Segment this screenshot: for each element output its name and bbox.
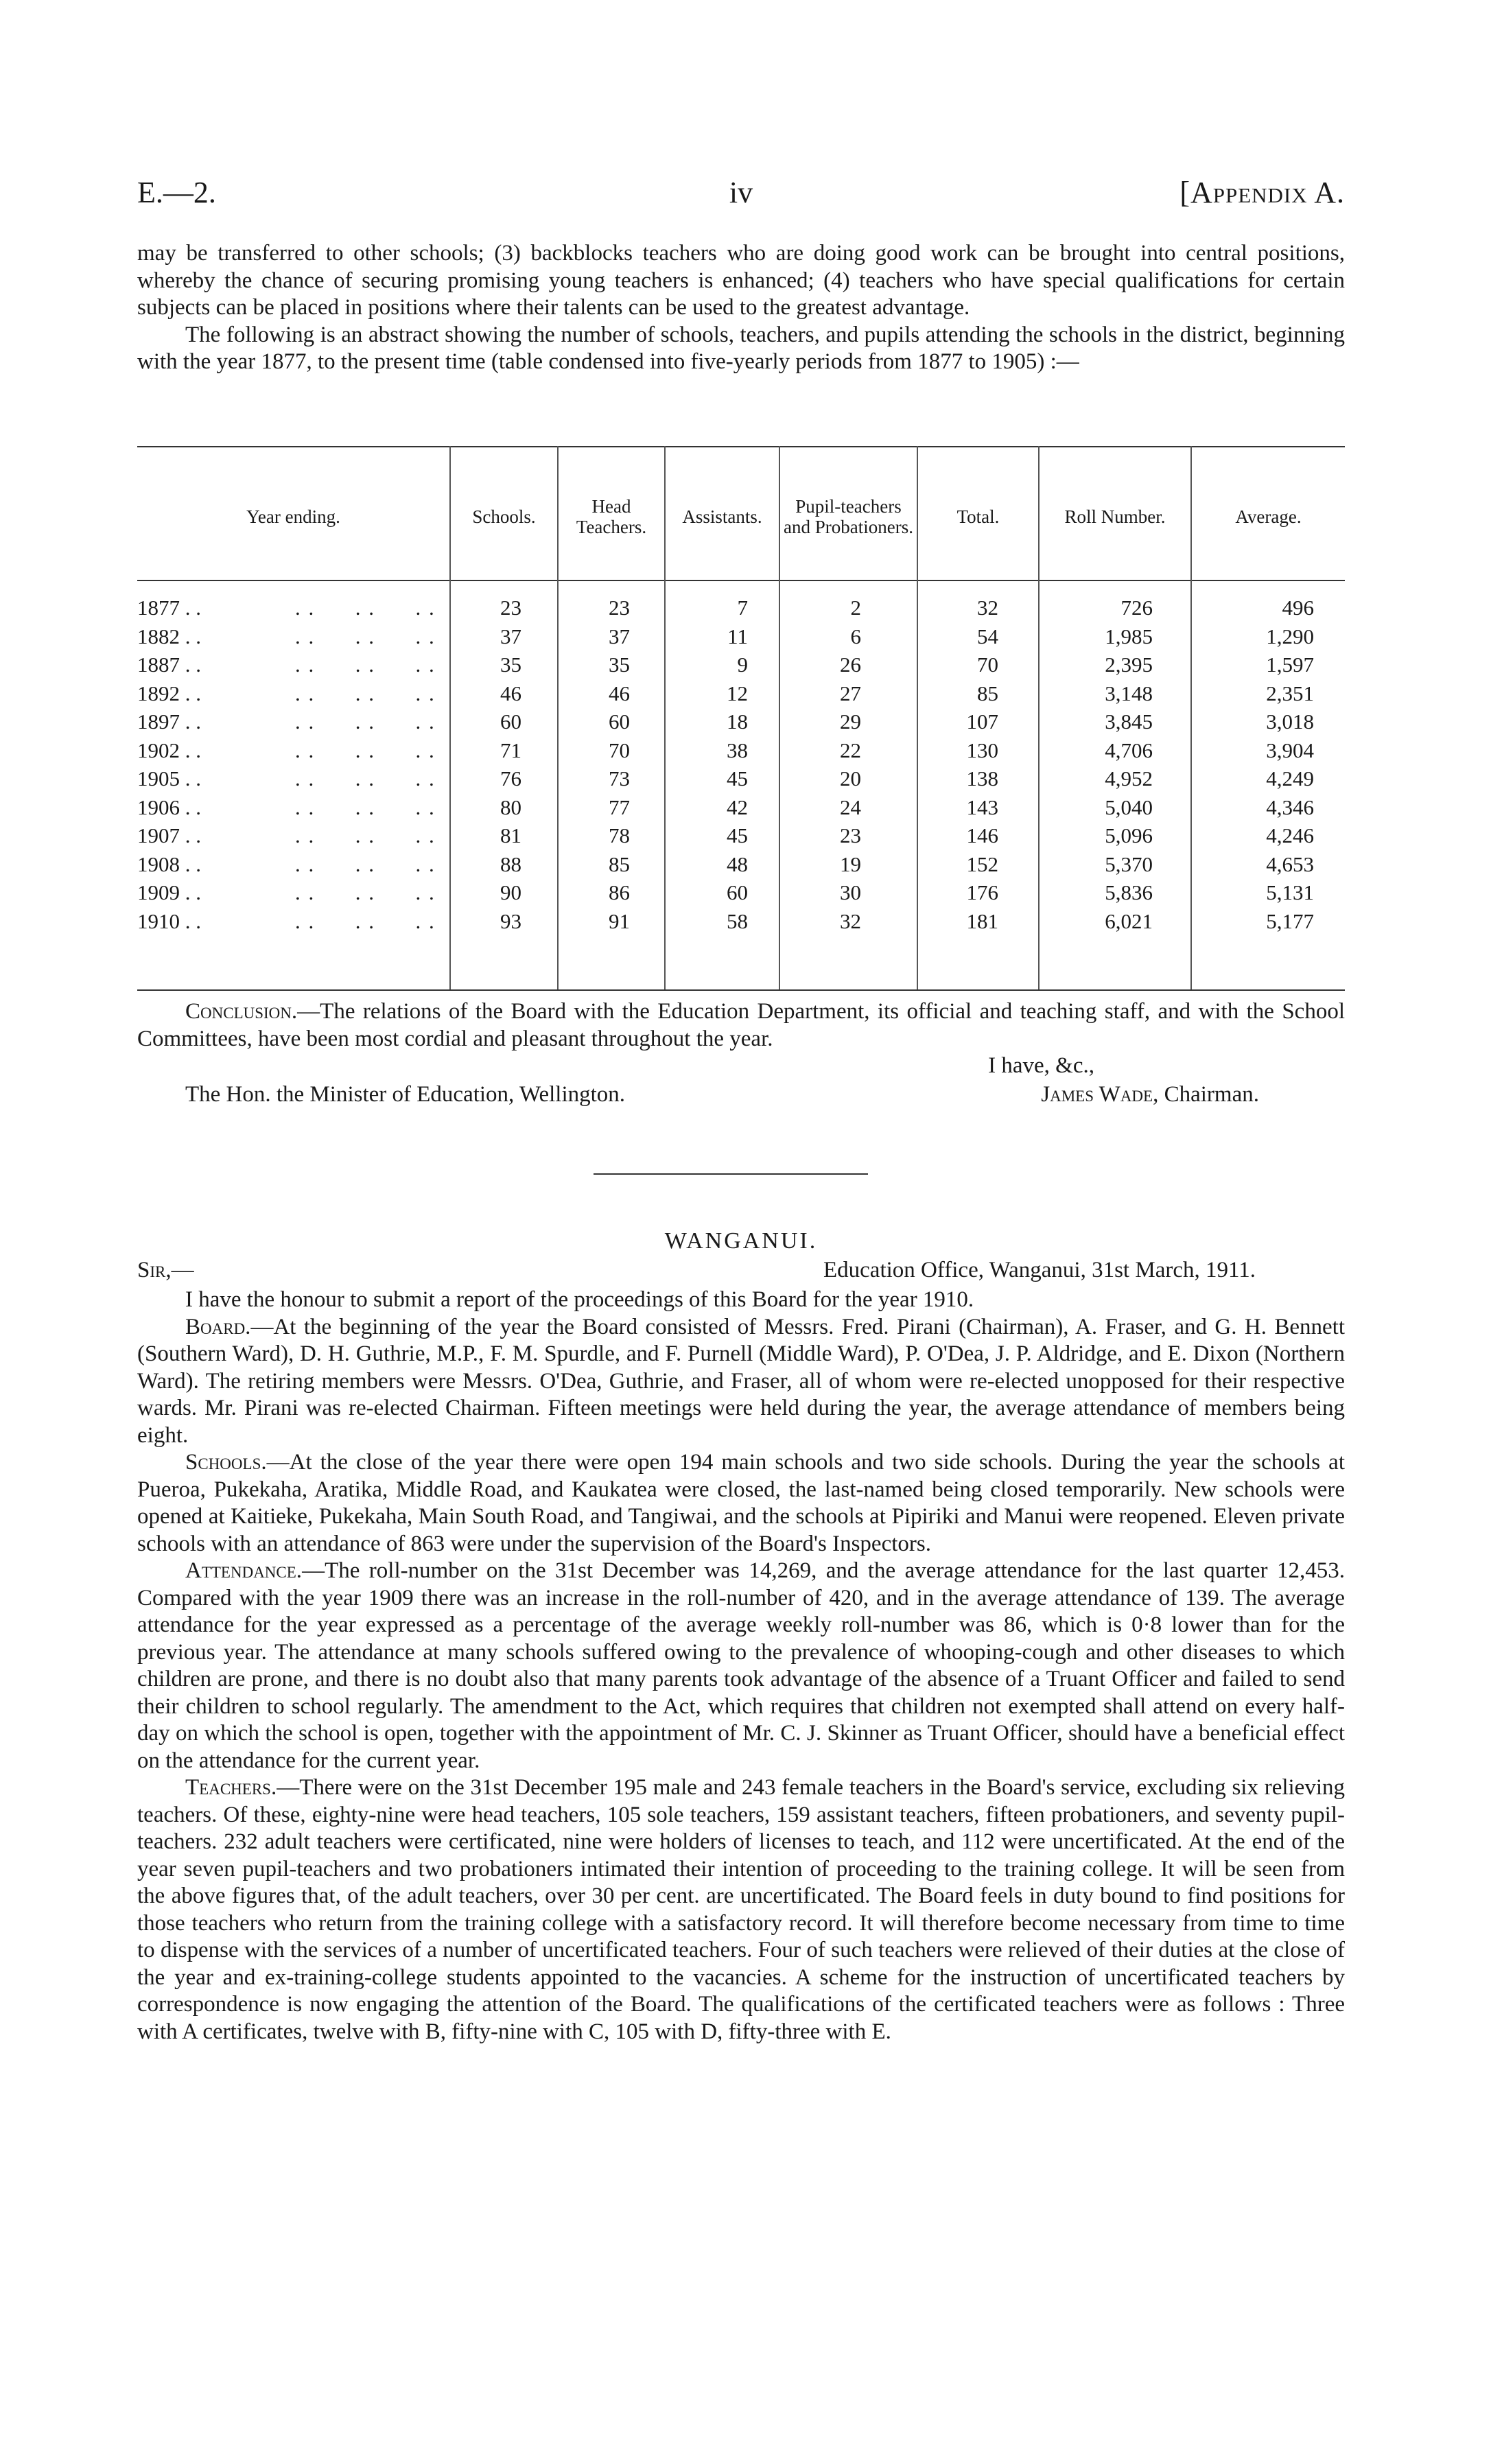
cell-total: 107 xyxy=(966,709,998,734)
cell-average: 5,131 xyxy=(1266,880,1314,904)
leader-dots: . . . . . . xyxy=(295,596,436,620)
cell-roll: 3,148 xyxy=(1105,681,1153,705)
cell-average: 1,290 xyxy=(1266,624,1314,648)
cell-pupil: 24 xyxy=(840,795,861,819)
signer-name: James Wade xyxy=(1041,1082,1153,1107)
cell-average: 2,351 xyxy=(1266,681,1314,705)
cell-head: 86 xyxy=(609,880,630,904)
table-row xyxy=(137,681,1345,709)
board-lead: Board. xyxy=(185,1314,251,1339)
header-year: Year ending. xyxy=(246,506,340,527)
leader-dots: . . . . . . xyxy=(295,908,436,933)
cell-year: 1910 . . xyxy=(137,908,201,933)
table-row xyxy=(137,596,1345,624)
cell-schools: 81 xyxy=(500,823,521,847)
cell-assistants: 45 xyxy=(727,766,748,790)
cell-year: 1877 . . xyxy=(137,596,201,620)
cell-head: 70 xyxy=(609,738,630,762)
cell-assistants: 7 xyxy=(737,596,748,620)
cell-total: 176 xyxy=(966,880,998,904)
attendance-text: —The roll-number on the 31st December was 14,269, and the average attendance for the last quarter 12,453. Compared with the year 1909 there was an increase in the roll-number of 420, and in the average attendance of 139. The average attendance for the year expressed as a percentage of the average weekly roll-number was 86, which is 0·8 lower than for the previous year. The attendance at many schools suffered owing to the prevalence of whooping-cough and other diseases to which children are prone, and there is no doubt also that many parents took advantage of the absence of a Truant Officer and failed to send their children to school regularly. The amendment to the Act, which requires that children not exempted shall attend on every half-day on which the school is open, together with the appointment of Mr. C. J. Skinner as Truant Officer, should have a beneficial effect on the attendance for the current year. xyxy=(137,1558,1345,1773)
table-row xyxy=(137,624,1345,653)
leader-dots: . . . . . . xyxy=(295,709,436,734)
cell-head: 91 xyxy=(609,908,630,933)
cell-roll: 4,952 xyxy=(1105,766,1153,790)
cell-head: 60 xyxy=(609,709,630,734)
cell-schools: 80 xyxy=(500,795,521,819)
table-row xyxy=(137,766,1345,795)
intro-paragraph-2: The following is an abstract showing the number of schools, teachers, and pupils attending the schools in the district, beginning with the year 1877, to the present time (table condensed into five-yearly periods from 1877 to 1905) :— xyxy=(137,322,1345,374)
header-head-teachers: Head Teachers. xyxy=(576,495,647,537)
header-assistants: Assistants. xyxy=(682,506,762,527)
board-paragraph xyxy=(137,1314,1345,1450)
wanganui-report-body xyxy=(137,1287,1345,2045)
cell-total: 146 xyxy=(966,823,998,847)
abstract-table xyxy=(137,446,1345,992)
conclusion-paragraph xyxy=(137,998,1345,1053)
addressee: The Hon. the Minister of Education, Wellington. xyxy=(185,1082,626,1107)
teachers-text: —There were on the 31st December 195 male and 243 female teachers in the Board's service, excluding six relieving teachers. Of these, eighty-nine were head teachers, 105 sole teachers, 159 assistant teachers, fifteen probationers, and seventy pupil-teachers. 232 adult teachers were certificated, nine were holders of licenses to teach, and 112 were uncertificated. At the end of the year seven pupil-teachers and two probationers intimated their intention of proceeding to the training college. It will be seen from the above figures that, of the adult teachers, over 30 per cent. are uncertificated. The Board feels in duty bound to find positions for those teachers who return from the training college with a satisfactory record. It will therefore become necessary from time to time to dispense with the services of a number of uncertificated teachers. Four of such teachers were relieved of their duties at the close of the year and ex-training-college students appointed to the vacancies. A scheme for the instruction of uncertificated teachers by correspondence is now engaging the attention of the Board. The qualifications of the certificated teachers were as follows : Three with A certificates, twelve with B, fifty-nine with C, 105 with D, fifty-three with E. xyxy=(137,1775,1345,2044)
cell-total: 181 xyxy=(966,908,998,933)
schools-text: —At the close of the year there were open 194 main schools and two side schools. During the year the schools at Pueroa, Pukekaha, Aratika, Middle Road, and Kaukatea were closed, the last-named being closed temporarily. New schools were opened at Kaitieke, Pukekaha, Main South Road, and Tangiwai, and the schools at Pipiriki and Manui were reopened. Eleven private schools with an attendance of 863 were under the supervision of the Board's Inspectors. xyxy=(137,1450,1345,1556)
cell-assistants: 18 xyxy=(727,709,748,734)
cell-pupil: 30 xyxy=(840,880,861,904)
cell-year: 1887 . . xyxy=(137,653,201,677)
cell-pupil: 27 xyxy=(840,681,861,705)
cell-year: 1892 . . xyxy=(137,681,201,705)
board-text: —At the beginning of the year the Board consisted of Messrs. Fred. Pirani (Chairman), A. Fraser, and G. H. Bennett (Southern Ward), D. H. Guthrie, M.P., F. M. Spurdle, and F. Purnell (Middle Ward), P. O'Dea, J. P. Aldridge, and E. Dixon (Northern Ward). The retiring members were Messrs. O'Dea, Guthrie, and Fraser, all of whom were re-elected unopposed for their respective wards. Mr. Pirani was re-elected Chairman. Fifteen meetings were held during the year, the average attendance of members being eight. xyxy=(137,1314,1345,1448)
table-row xyxy=(137,909,1345,937)
leader-dots: . . . . . . xyxy=(295,653,436,677)
header-schools: Schools. xyxy=(472,506,536,527)
attendance-paragraph xyxy=(137,1558,1345,1774)
cell-year: 1907 . . xyxy=(137,823,201,847)
cell-assistants: 11 xyxy=(727,624,748,648)
cell-assistants: 60 xyxy=(727,880,748,904)
table-header-rule xyxy=(137,580,1345,581)
cell-roll: 4,706 xyxy=(1105,738,1153,762)
conclusion-lead: Conclusion. xyxy=(185,999,298,1024)
cell-average: 3,904 xyxy=(1266,738,1314,762)
cell-pupil: 20 xyxy=(840,766,861,790)
leader-dots: . . . . . . xyxy=(295,681,436,705)
cell-schools: 37 xyxy=(500,624,521,648)
intro-paragraph-1: may be transferred to other schools; (3) backblocks teachers who are doing good work can be brought into central positions, whereby the chance of securing promising young teachers is enhanced; (4) teachers who have special qualifications for certain subjects can be placed in positions where their talents can be used to the greatest advantage. xyxy=(137,241,1345,320)
leader-dots: . . . . . . xyxy=(295,795,436,819)
cell-pupil: 23 xyxy=(840,823,861,847)
cell-average: 4,653 xyxy=(1266,852,1314,876)
cell-total: 143 xyxy=(966,795,998,819)
cell-average: 4,246 xyxy=(1266,823,1314,847)
intro-section xyxy=(137,240,1345,376)
cell-head: 37 xyxy=(609,624,630,648)
cell-schools: 76 xyxy=(500,766,521,790)
cell-pupil: 26 xyxy=(840,653,861,677)
cell-roll: 5,370 xyxy=(1105,852,1153,876)
cell-year: 1897 . . xyxy=(137,709,201,734)
cell-year: 1902 . . xyxy=(137,738,201,762)
cell-year: 1882 . . xyxy=(137,624,201,648)
cell-assistants: 38 xyxy=(727,738,748,762)
signature-block xyxy=(1041,1082,1259,1107)
cell-roll: 1,985 xyxy=(1105,624,1153,648)
table-row xyxy=(137,823,1345,852)
table-row xyxy=(137,852,1345,880)
cell-average: 4,249 xyxy=(1266,766,1314,790)
cell-year: 1906 . . xyxy=(137,795,201,819)
cell-assistants: 45 xyxy=(727,823,748,847)
leader-dots: . . . . . . xyxy=(295,880,436,904)
cell-schools: 88 xyxy=(500,852,521,876)
table-row xyxy=(137,738,1345,766)
cell-head: 85 xyxy=(609,852,630,876)
cell-average: 1,597 xyxy=(1266,653,1314,677)
table-row xyxy=(137,653,1345,681)
cell-total: 85 xyxy=(977,681,998,705)
leader-dots: . . . . . . xyxy=(295,738,436,762)
cell-schools: 71 xyxy=(500,738,521,762)
cell-assistants: 48 xyxy=(727,852,748,876)
cell-average: 4,346 xyxy=(1266,795,1314,819)
leader-dots: . . . . . . xyxy=(295,766,436,790)
cell-pupil: 32 xyxy=(840,908,861,933)
section-divider xyxy=(594,1173,868,1175)
table-row xyxy=(137,795,1345,823)
cell-pupil: 19 xyxy=(840,852,861,876)
cell-assistants: 9 xyxy=(737,653,748,677)
cell-pupil: 2 xyxy=(850,596,861,620)
schools-lead: Schools. xyxy=(185,1450,267,1475)
cell-head: 35 xyxy=(609,653,630,677)
cell-roll: 3,845 xyxy=(1105,709,1153,734)
table-bottom-rule xyxy=(137,989,1345,991)
cell-pupil: 6 xyxy=(850,624,861,648)
cell-roll: 2,395 xyxy=(1105,653,1153,677)
cell-year: 1908 . . xyxy=(137,852,201,876)
cell-assistants: 12 xyxy=(727,681,748,705)
cell-pupil: 22 xyxy=(840,738,861,762)
signer-title: , Chairman. xyxy=(1153,1082,1259,1107)
cell-head: 73 xyxy=(609,766,630,790)
header-pupil-teachers: Pupil-teachers and Probationers. xyxy=(784,495,913,537)
table-top-rule xyxy=(137,446,1345,447)
page-number: iv xyxy=(729,176,753,209)
schools-paragraph xyxy=(137,1449,1345,1558)
cell-roll: 6,021 xyxy=(1105,908,1153,933)
header-reference: E.—2. xyxy=(137,176,216,209)
section-title-wanganui: WANGANUI. xyxy=(664,1228,818,1254)
cell-schools: 93 xyxy=(500,908,521,933)
header-roll-number: Roll Number. xyxy=(1064,506,1166,527)
table-row xyxy=(137,709,1345,738)
cell-pupil: 29 xyxy=(840,709,861,734)
cell-roll: 5,836 xyxy=(1105,880,1153,904)
teachers-lead: Teachers. xyxy=(185,1775,277,1800)
cell-average: 5,177 xyxy=(1266,908,1314,933)
cell-head: 78 xyxy=(609,823,630,847)
cell-total: 130 xyxy=(966,738,998,762)
cell-roll: 726 xyxy=(1120,596,1153,620)
table-row xyxy=(137,880,1345,908)
cell-average: 3,018 xyxy=(1266,709,1314,734)
cell-year: 1905 . . xyxy=(137,766,201,790)
document-page xyxy=(137,0,1345,2464)
leader-dots: . . . . . . xyxy=(295,624,436,648)
cell-schools: 46 xyxy=(500,681,521,705)
attendance-lead: Attendance. xyxy=(185,1558,303,1583)
cell-total: 138 xyxy=(966,766,998,790)
conclusion-section xyxy=(137,998,1345,1053)
cell-schools: 60 xyxy=(500,709,521,734)
cell-assistants: 58 xyxy=(727,908,748,933)
cell-head: 23 xyxy=(609,596,630,620)
cell-roll: 5,040 xyxy=(1105,795,1153,819)
cell-schools: 23 xyxy=(500,596,521,620)
cell-total: 32 xyxy=(977,596,998,620)
cell-average: 496 xyxy=(1282,596,1314,620)
cell-assistants: 42 xyxy=(727,795,748,819)
header-total: Total. xyxy=(956,506,1000,527)
header-average: Average. xyxy=(1235,506,1302,527)
cell-total: 70 xyxy=(977,653,998,677)
header-appendix: [Appendix A. xyxy=(1179,176,1345,209)
cell-total: 54 xyxy=(977,624,998,648)
leader-dots: . . . . . . xyxy=(295,823,436,847)
cell-head: 77 xyxy=(609,795,630,819)
cell-schools: 35 xyxy=(500,653,521,677)
closing-salutation: I have, &c., xyxy=(988,1053,1094,1078)
conclusion-text: —The relations of the Board with the Education Department, its official and teaching staff, and with the School Committees, have been most cordial and pleasant throughout the year. xyxy=(137,999,1345,1051)
cell-head: 46 xyxy=(609,681,630,705)
cell-total: 152 xyxy=(966,852,998,876)
leader-dots: . . . . . . xyxy=(295,852,436,876)
cell-year: 1909 . . xyxy=(137,880,201,904)
opening-paragraph: I have the honour to submit a report of the proceedings of this Board for the year 1910. xyxy=(185,1287,974,1312)
page-header xyxy=(137,175,1345,216)
cell-schools: 90 xyxy=(500,880,521,904)
dateline: Education Office, Wanganui, 31st March, 1911. xyxy=(823,1258,1256,1282)
teachers-paragraph xyxy=(137,1774,1345,2045)
salutation: Sir,— xyxy=(137,1258,194,1282)
cell-roll: 5,096 xyxy=(1105,823,1153,847)
